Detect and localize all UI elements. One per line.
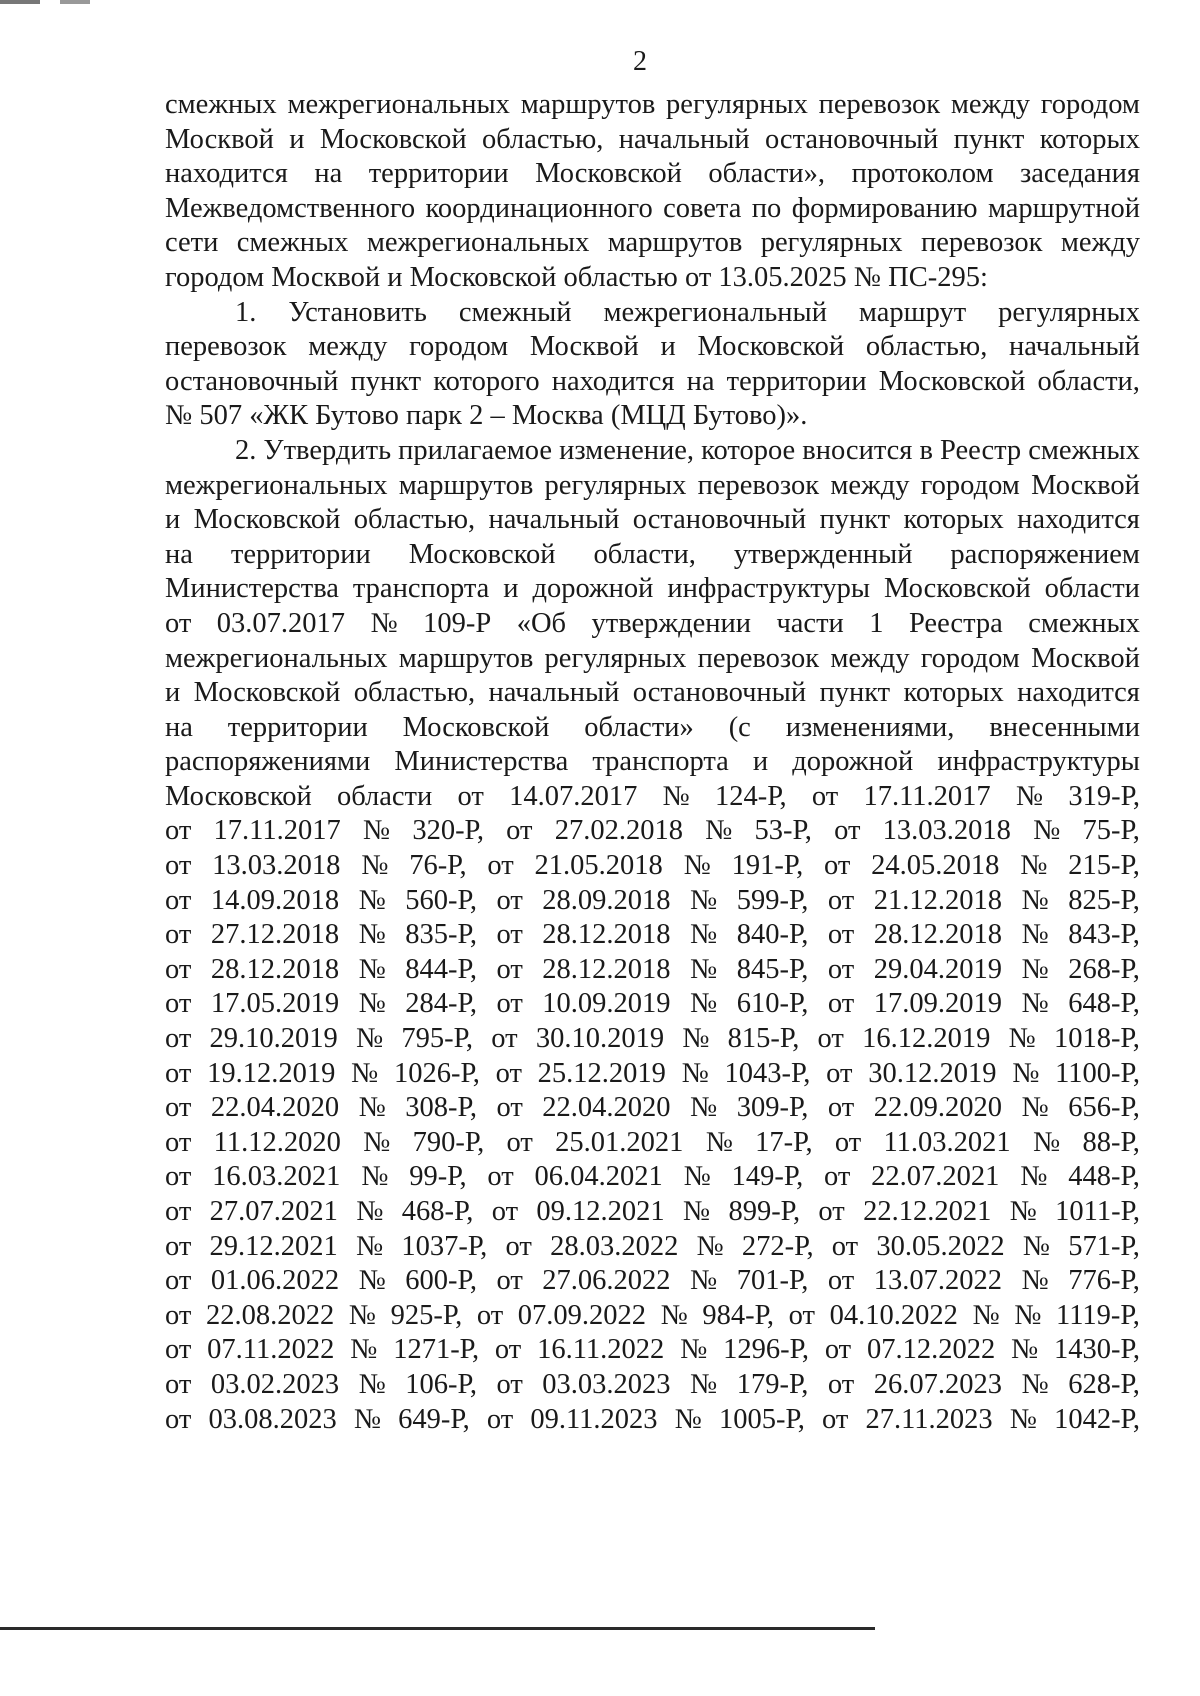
scan-corner-artifact [0,0,300,4]
item-2-line: Министерства транспорта и дорожной инфраструктуры Московской области [165,573,1140,605]
item-2-line: от 22.08.2022 № 925-Р, от 07.09.2022 № 984-Р, от 04.10.2022 № № 1119-Р, [165,1299,1140,1331]
item-2-line: и Московской областью, начальный остановочный пункт которых находится [165,504,1140,536]
item-2-line: от 27.07.2021 № 468-Р, от 09.12.2021 № 899-Р, от 22.12.2021 № 1011-Р, [165,1196,1140,1227]
intro-paragraph-line: находится на территории Московской области», протоколом заседания [165,158,1140,190]
item-2-line: на территории Московской области» (с изменениями, внесенными [165,711,1140,743]
item-2-line: от 03.02.2023 № 106-Р, от 03.03.2023 № 179-Р, от 26.07.2023 № 628-Р, [165,1368,1140,1400]
item-2-line: и Московской областью, начальный остановочный пункт которых находится [165,677,1140,709]
item-2-line: от 17.05.2019 № 284-Р, от 10.09.2019 № 610-Р, от 17.09.2019 № 648-Р, [165,988,1140,1020]
item-2-line: от 19.12.2019 № 1026-Р, от 25.12.2019 № 1043-Р, от 30.12.2019 № 1100-Р, [165,1057,1140,1089]
item-2-line: от 11.12.2020 № 790-Р, от 25.01.2021 № 17-Р, от 11.03.2021 № 88-Р, [165,1126,1140,1158]
item-2-line: от 16.03.2021 № 99-Р, от 06.04.2021 № 149-Р, от 22.07.2021 № 448-Р, [165,1161,1140,1193]
item-2-line: от 03.07.2017 № 109-Р «Об утверждении части 1 Реестра смежных [165,607,1140,639]
intro-paragraph-line: городом Москвой и Московской областью от 13.05.2025 № ПС-295: [165,261,988,293]
item-2-line: от 17.11.2017 № 320-Р, от 27.02.2018 № 53-Р, от 13.03.2018 № 75-Р, [165,815,1140,847]
intro-paragraph-line: смежных межрегиональных маршрутов регулярных перевозок между городом [165,89,1140,120]
item-2-line: межрегиональных маршрутов регулярных перевозок между городом Москвой [165,469,1140,501]
item-2-line: от 07.11.2022 № 1271-Р, от 16.11.2022 № 1296-Р, от 07.12.2022 № 1430-Р, [165,1334,1140,1366]
item-2-line: от 29.10.2019 № 795-Р, от 30.10.2019 № 815-Р, от 16.12.2019 № 1018-Р, [165,1023,1140,1055]
item-2-line: от 27.12.2018 № 835-Р, от 28.12.2018 № 840-Р, от 28.12.2018 № 843-Р, [165,919,1140,951]
intro-paragraph-line: сети смежных межрегиональных маршрутов регулярных перевозок между [165,227,1140,259]
item-2-line: распоряжениями Министерства транспорта и дорожной инфраструктуры [165,746,1140,778]
item-2-line: Московской области от 14.07.2017 № 124-Р, от 17.11.2017 № 319-Р, [165,780,1140,812]
intro-paragraph-line: Межведомственного координационного совета по формированию маршрутной [165,192,1140,224]
page-number: 2 [633,46,647,77]
item-2-paragraph [165,434,1140,1437]
item-2-line: от 14.09.2018 № 560-Р, от 28.09.2018 № 599-Р, от 21.12.2018 № 825-Р, [165,884,1140,916]
document-body [165,88,1140,1437]
intro-paragraph-line: Москвой и Московской областью, начальный остановочный пункт которых [165,123,1140,155]
item-2-line: от 03.08.2023 № 649-Р, от 09.11.2023 № 1005-Р, от 27.11.2023 № 1042-Р, [165,1403,1140,1435]
item-1-line: перевозок между городом Москвой и Московской областью, начальный [165,331,1140,363]
item-2-line: от 28.12.2018 № 844-Р, от 28.12.2018 № 845-Р, от 29.04.2019 № 268-Р, [165,953,1140,985]
item-1-line: № 507 «ЖК Бутово парк 2 – Москва (МЦД Бутово)». [165,400,808,432]
item-2-line: от 13.03.2018 № 76-Р, от 21.05.2018 № 191-Р, от 24.05.2018 № 215-Р, [165,850,1140,882]
item-1-line: остановочный пункт которого находится на территории Московской области, [165,365,1140,397]
item-1-paragraph [165,296,1140,434]
item-2-line: от 01.06.2022 № 600-Р, от 27.06.2022 № 701-Р, от 13.07.2022 № 776-Р, [165,1265,1140,1297]
item-2-line: от 22.04.2020 № 308-Р, от 22.04.2020 № 309-Р, от 22.09.2020 № 656-Р, [165,1092,1140,1124]
item-2-line: межрегиональных маршрутов регулярных перевозок между городом Москвой [165,642,1140,674]
item-2-line: 2. Утвердить прилагаемое изменение, которое вносится в Реестр смежных [235,434,1140,466]
item-1-line: 1. Установить смежный межрегиональный маршрут регулярных [235,296,1140,328]
item-2-line: от 29.12.2021 № 1037-Р, от 28.03.2022 № 272-Р, от 30.05.2022 № 571-Р, [165,1230,1140,1262]
intro-paragraph [165,88,1140,296]
bottom-rule [0,1627,875,1630]
item-2-line: на территории Московской области, утвержденный распоряжением [165,538,1140,570]
